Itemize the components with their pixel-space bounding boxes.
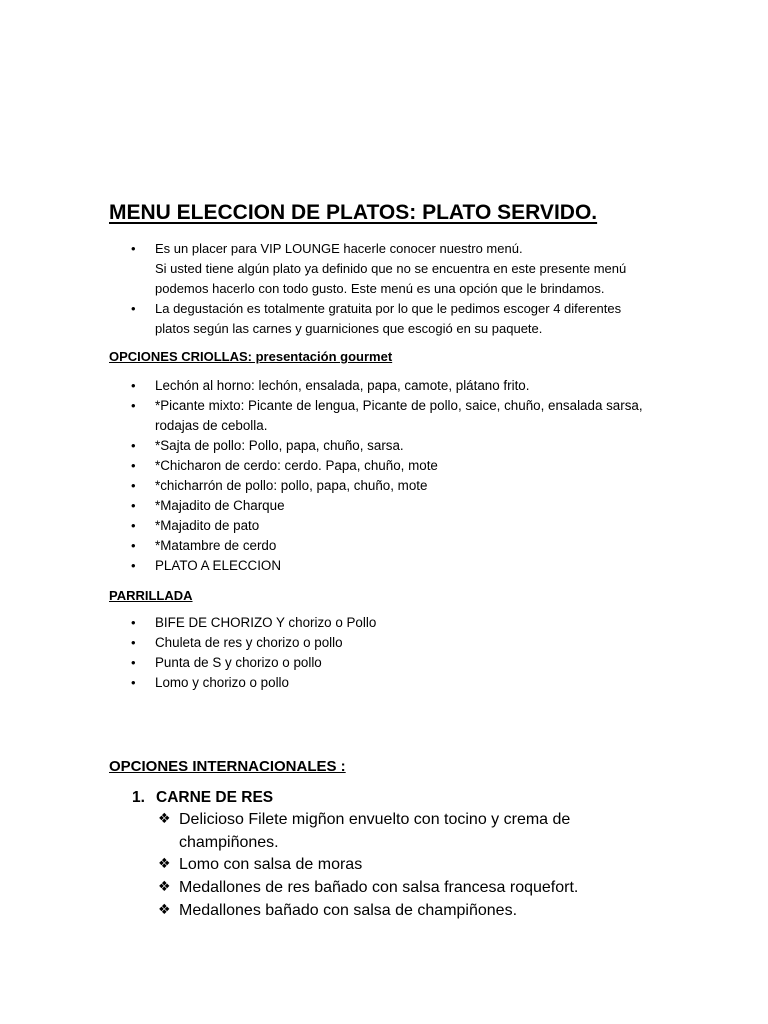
- criollas-heading: OPCIONES CRIOLLAS: presentación gourmet: [109, 349, 393, 364]
- list-item-text: PLATO A ELECCION: [155, 558, 282, 573]
- bullet-icon: •: [131, 675, 136, 690]
- list-item-text: Lomo y chorizo o pollo: [155, 675, 289, 690]
- bullet-icon: •: [131, 655, 136, 670]
- list-item-text: Medallones de res bañado con salsa francesa roquefort.: [179, 879, 579, 896]
- list-item: [0, 876, 768, 899]
- numbered-section-carne-de-res: [132, 787, 273, 809]
- bullet-icon: •: [131, 241, 136, 256]
- section-number: 1.: [132, 789, 145, 806]
- list-item: [0, 673, 768, 693]
- bullet-icon: •: [131, 498, 136, 513]
- intro-line: podemos hacerlo con todo gusto. Este menú es una opción que le brindamos.: [155, 281, 605, 296]
- bullet-icon: •: [131, 615, 136, 630]
- list-item-text: Lomo con salsa de moras: [179, 856, 363, 873]
- diamond-bullet-icon: ❖: [158, 879, 171, 895]
- intro-line: Es un placer para VIP LOUNGE hacerle conocer nuestro menú.: [155, 241, 523, 256]
- list-item-text: *Matambre de cerdo: [155, 538, 277, 553]
- list-item: [0, 899, 768, 922]
- intro-list: [0, 239, 768, 339]
- list-item: [0, 436, 768, 456]
- list-item-text: *Sajta de pollo: Pollo, papa, chuño, sarsa.: [155, 438, 404, 453]
- list-item: [0, 516, 768, 536]
- list-item: [0, 653, 768, 673]
- internacionales-heading: OPCIONES INTERNACIONALES :: [109, 758, 346, 775]
- list-item-text: *chicharrón de pollo: pollo, papa, chuño, mote: [155, 478, 428, 493]
- parrillada-heading: PARRILLADA: [109, 588, 193, 603]
- diamond-bullet-icon: ❖: [158, 902, 171, 918]
- list-item: [0, 556, 768, 576]
- list-item-text: champiñones.: [179, 834, 279, 851]
- bullet-icon: •: [131, 538, 136, 553]
- list-item-text: Lechón al horno: lechón, ensalada, papa, camote, plátano frito.: [155, 378, 530, 393]
- section-label: CARNE DE RES: [156, 789, 274, 806]
- intro-item: [0, 239, 768, 299]
- bullet-icon: •: [131, 301, 136, 316]
- list-item: [0, 808, 768, 854]
- list-item: [0, 853, 768, 876]
- bullet-icon: •: [131, 438, 136, 453]
- parrillada-list: [0, 613, 768, 693]
- bullet-icon: •: [131, 458, 136, 473]
- intro-line: platos según las carnes y guarniciones que escogió en su paquete.: [155, 321, 543, 336]
- list-item: [0, 396, 768, 436]
- bullet-icon: •: [131, 478, 136, 493]
- list-item-text: *Chicharon de cerdo: cerdo. Papa, chuño, mote: [155, 458, 438, 473]
- list-item-text: *Majadito de Charque: [155, 498, 285, 513]
- bullet-icon: •: [131, 635, 136, 650]
- list-item: [0, 536, 768, 556]
- list-item-text: *Picante mixto: Picante de lengua, Picante de pollo, saice, chuño, ensalada sarsa,: [155, 398, 643, 413]
- list-item-text: Punta de S y chorizo o pollo: [155, 655, 322, 670]
- intro-item: [0, 299, 768, 339]
- list-item-text: rodajas de cebolla.: [155, 418, 268, 433]
- bullet-icon: •: [131, 378, 136, 393]
- list-item-text: BIFE DE CHORIZO Y chorizo o Pollo: [155, 615, 377, 630]
- list-item-text: Delicioso Filete migñon envuelto con tocino y crema de: [179, 811, 571, 828]
- list-item-text: Chuleta de res y chorizo o pollo: [155, 635, 343, 650]
- bullet-icon: •: [131, 398, 136, 413]
- bullet-icon: •: [131, 518, 136, 533]
- list-item: [0, 496, 768, 516]
- list-item: [0, 456, 768, 476]
- list-item: [0, 376, 768, 396]
- intro-line: La degustación es totalmente gratuita por lo que le pedimos escoger 4 diferentes: [155, 301, 622, 316]
- diamond-bullet-icon: ❖: [158, 811, 171, 827]
- list-item-text: Medallones bañado con salsa de champiñones.: [179, 902, 518, 919]
- list-item: [0, 633, 768, 653]
- bullet-icon: •: [131, 558, 136, 573]
- list-item: [0, 476, 768, 496]
- list-item-text: *Majadito de pato: [155, 518, 260, 533]
- page-title: MENU ELECCION DE PLATOS: PLATO SERVIDO.: [109, 201, 598, 224]
- diamond-bullet-icon: ❖: [158, 856, 171, 872]
- list-item: [0, 613, 768, 633]
- intro-line: Si usted tiene algún plato ya definido que no se encuentra en este presente menú: [155, 261, 627, 276]
- criollas-list: [0, 376, 768, 576]
